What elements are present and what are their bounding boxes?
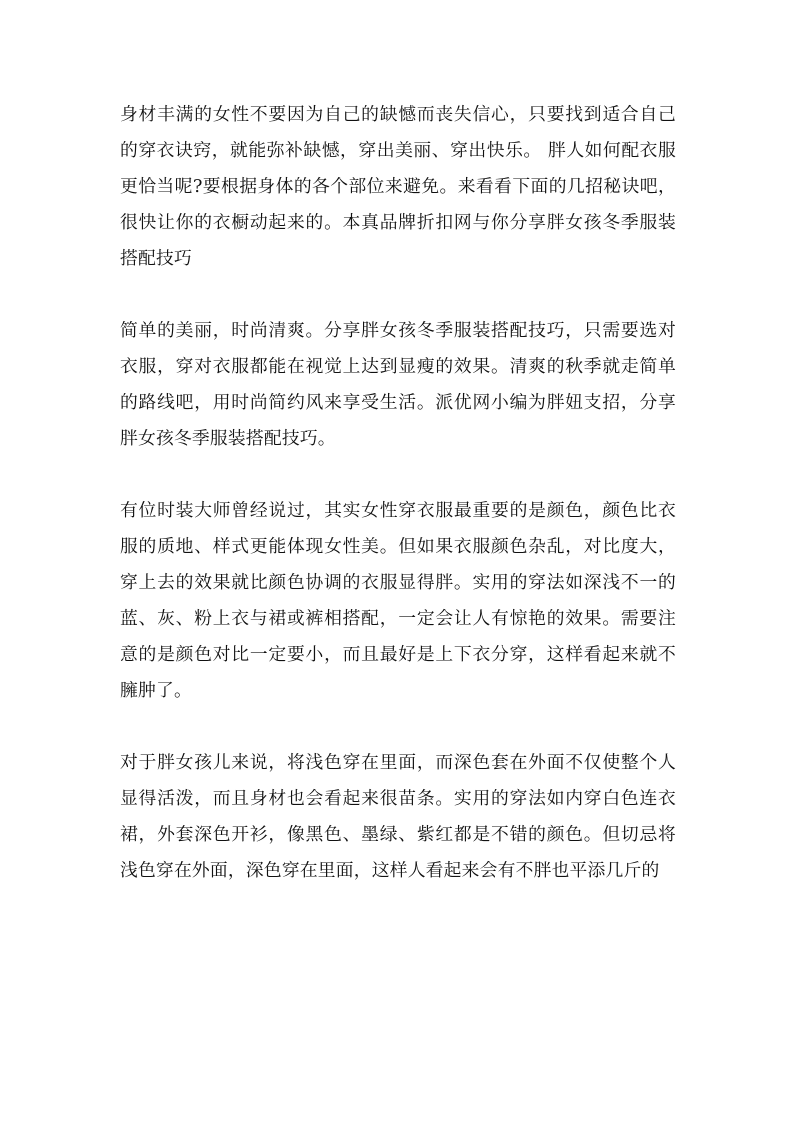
paragraph-layering-advice: 对于胖女孩儿来说，将浅色穿在里面，而深色套在外面不仅使整个人显得活泼，而且身材也会看起来很苗条。实用的穿法如内穿白色连衣裙，外套深色开衫，像黑色、墨绿、紫红都是不错的颜色。但切忌将浅色穿在外面，深色穿在里面，这样人看起来会有不胖也平添几斤的 bbox=[120, 752, 676, 881]
paragraph-color-advice: 有位时装大师曾经说过，其实女性穿衣服最重要的是颜色，颜色比衣服的质地、样式更能体现女性美。但如果衣服颜色杂乱，对比度大，穿上去的效果就比颜色协调的衣服显得胖。实用的穿法如深浅不一的蓝、灰、粉上衣与裙或裤相搭配，一定会让人有惊艳的效果。需要注意的是颜色对比一定要小，而且最好是上下衣分穿，这样看起来就不臃肿了。 bbox=[120, 500, 676, 701]
paragraph-simple-beauty: 简单的美丽，时尚清爽。分享胖女孩冬季服装搭配技巧，只需要选对衣服，穿对衣服都能在视觉上达到显瘦的效果。清爽的秋季就走简单的路线吧，用时尚简约风来享受生活。派优网小编为胖妞支招，分享胖女孩冬季服装搭配技巧。 bbox=[120, 320, 676, 449]
article-body bbox=[120, 97, 676, 889]
paragraph-intro: 身材丰满的女性不要因为自己的缺憾而丧失信心，只要找到适合自己的穿衣诀窍，就能弥补缺憾，穿出美丽、穿出快乐。 胖人如何配衣服更恰当呢?要根据身体的各个部位来避免。来看看下面的几招秘诀吧，很快让你的衣橱动起来的。本真品牌折扣网与你分享胖女孩冬季服装搭配技巧 bbox=[120, 104, 676, 269]
